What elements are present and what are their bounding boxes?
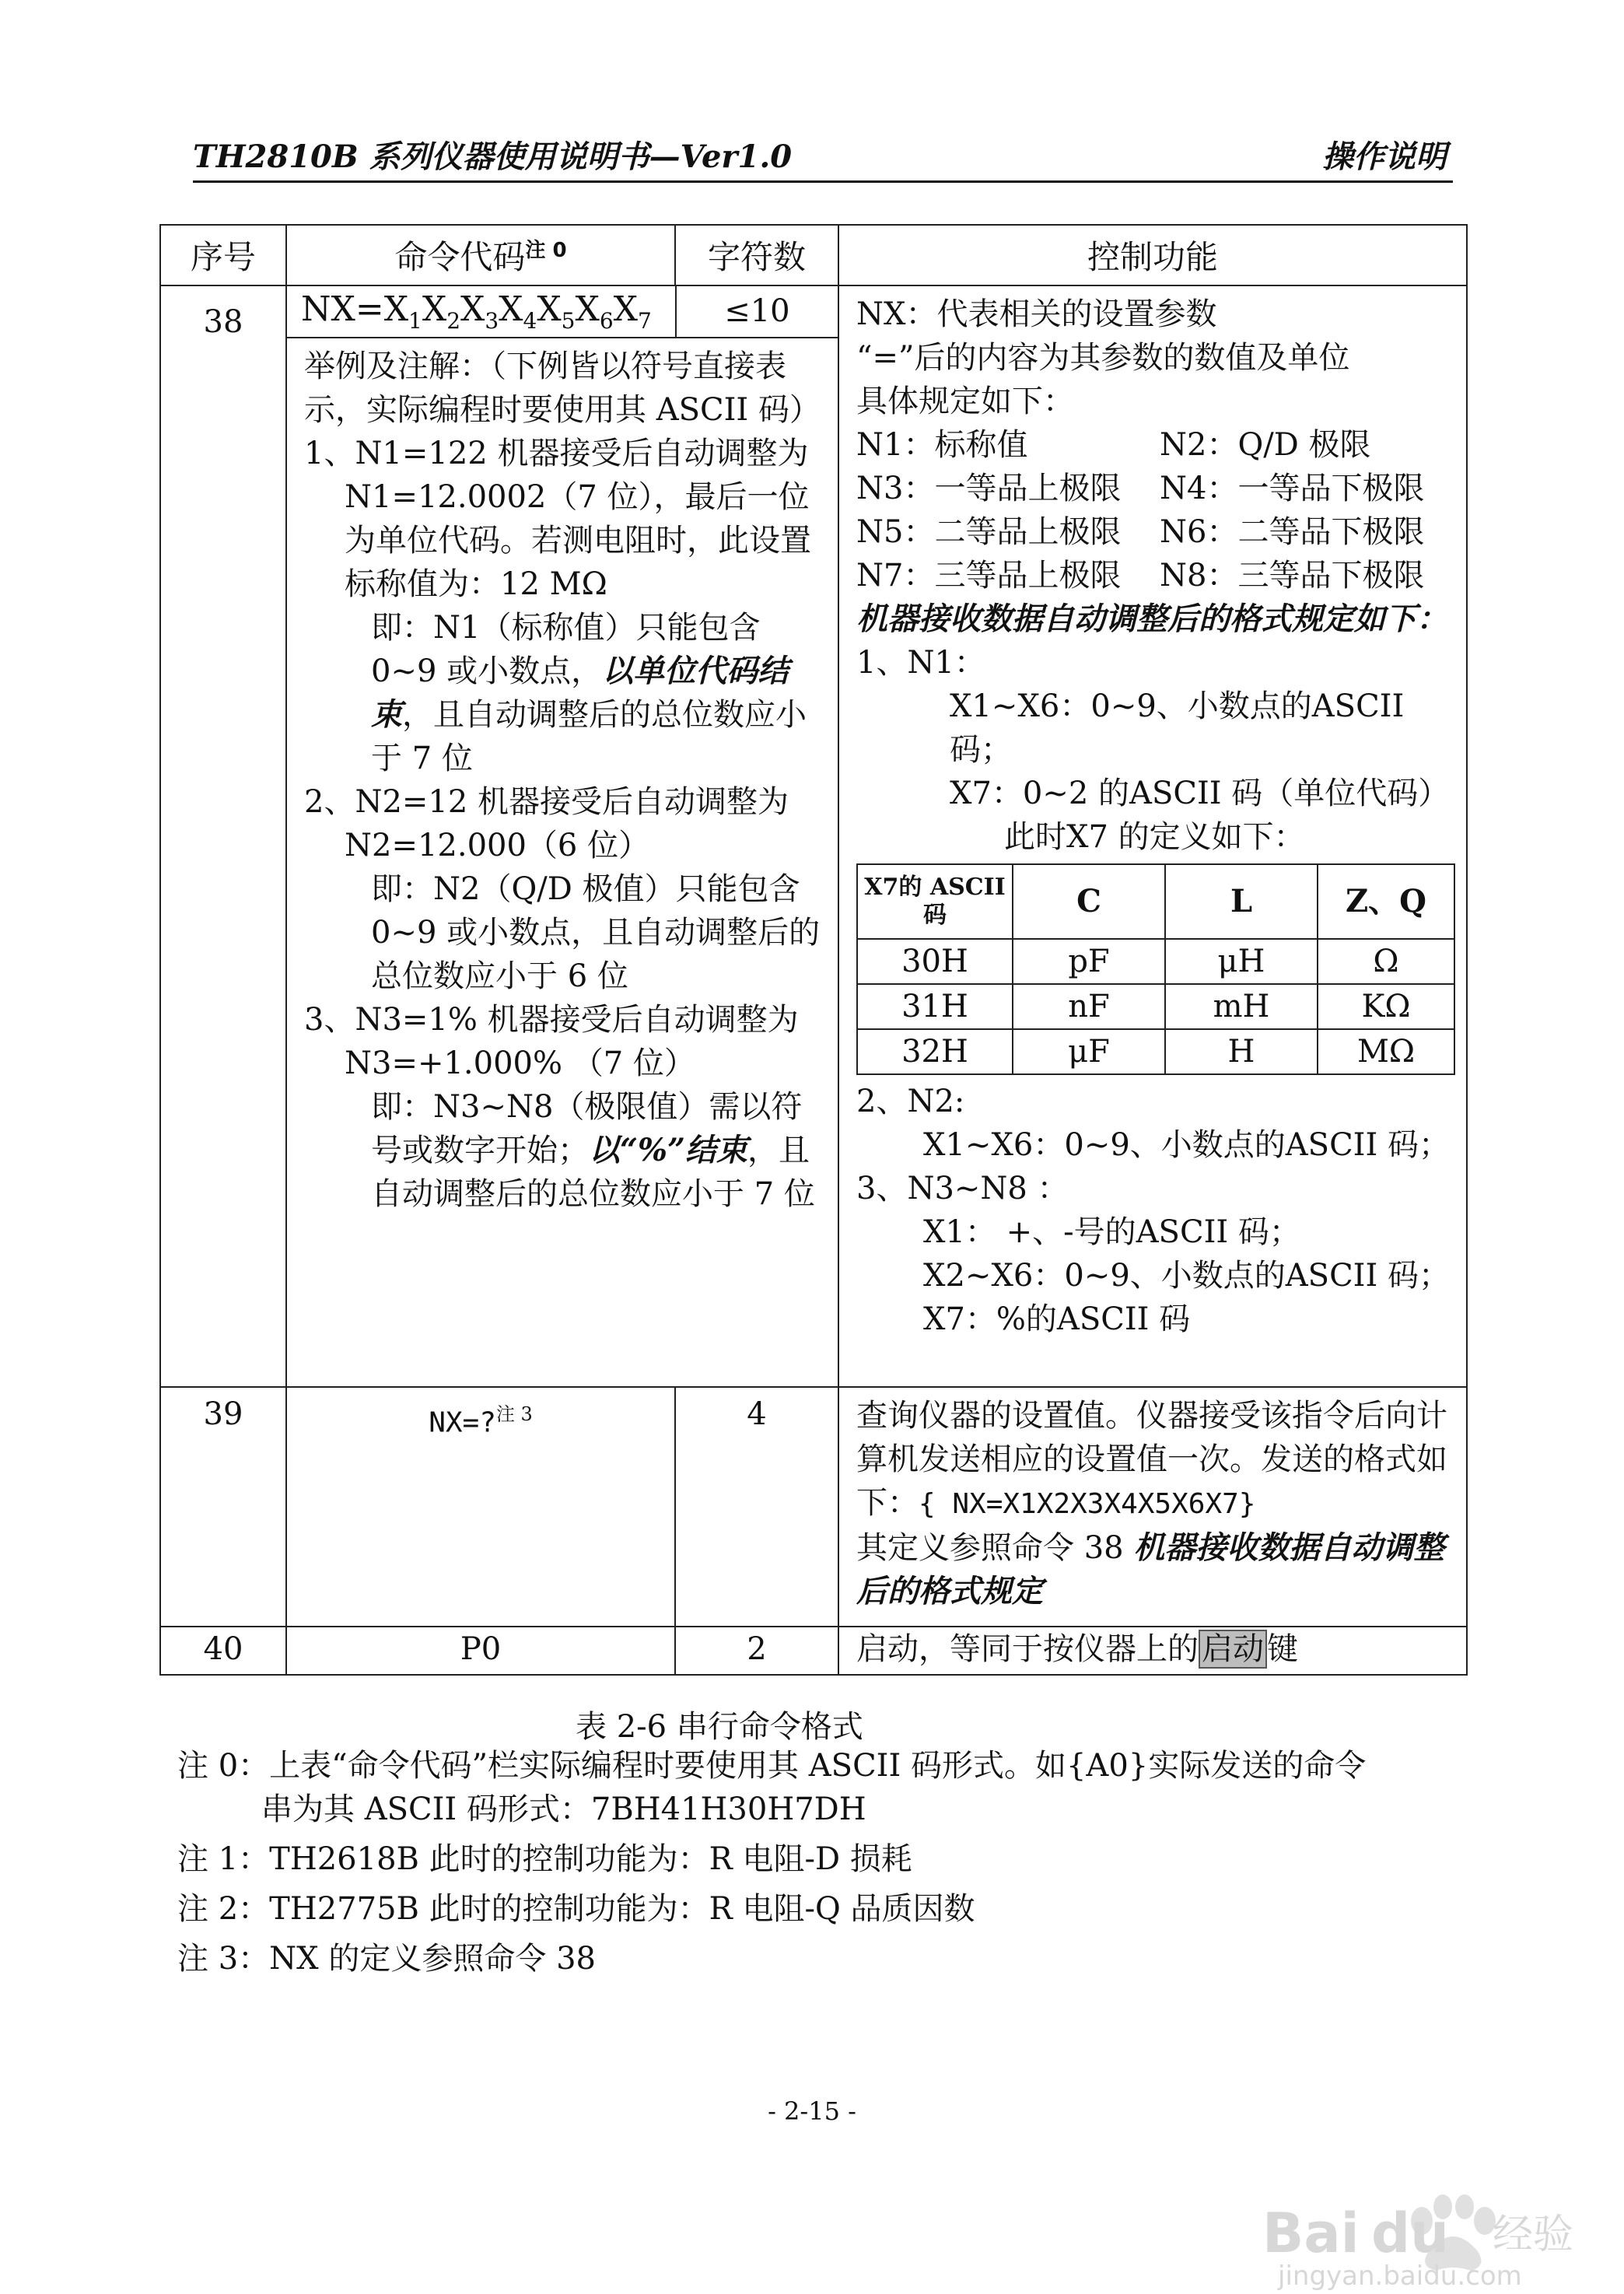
header-rule [193, 180, 1453, 183]
row40-code: P0 [286, 1627, 675, 1675]
row38-code-inner [287, 286, 838, 1224]
desc-ex3-note: 即：N3~N8（极限值）需以符号或数字开始；以“%”结束，且自动调整后的总位数应小于 7 位 [371, 1088, 815, 1212]
wm-url: jingyan.baidu.com [1278, 2261, 1522, 2291]
note-3: 注 3：NX 的定义参照命令 38 [177, 1941, 596, 1977]
page-number: - 2-15 - [768, 2096, 856, 2126]
col-header-chars: 字符数 [675, 225, 838, 285]
table-row: 31H nF mH KΩ [857, 984, 1454, 1029]
unit-code-table [856, 863, 1455, 1075]
row39-no: 39 [160, 1387, 286, 1627]
unit-header: X7的 ASCII 码 [857, 864, 1013, 939]
table-header-row [160, 225, 1467, 285]
baidu-paw-icon [1255, 2174, 1581, 2291]
unit-header: C [1013, 864, 1165, 939]
note-1: 注 1：TH2618B 此时的控制功能为：R 电阻-D 损耗 [177, 1841, 912, 1877]
row40-no: 40 [160, 1627, 286, 1675]
table-caption: 表 2-6 串行命令格式 [576, 1709, 863, 1745]
desc-intro: 举例及注解：（下例皆以符号直接表示，实际编程时要使用其 ASCII 码） [304, 348, 821, 428]
note-0-line-b: 串为其 ASCII 码形式：7BH41H30H7DH [261, 1791, 866, 1827]
row38-code-cell [286, 285, 838, 1387]
col-header-func: 控制功能 [838, 225, 1467, 285]
table-row: 30H pF μH Ω [857, 939, 1454, 984]
table-row-38 [160, 285, 1467, 1387]
func-l1: NX：代表相关的设置参数 [856, 296, 1217, 332]
wm-brand-c: 经验 [1493, 2212, 1574, 2258]
col-header-no: 序号 [160, 225, 286, 285]
format-title: 机器接收数据自动调整后的格式规定如下： [856, 601, 1447, 637]
row38-chars: ≤10 [676, 286, 838, 338]
n1-line-a: X1~X6：0~9、小数点的ASCII 码； [950, 688, 1405, 768]
param-item: N7：三等品上极限 [856, 558, 1122, 594]
note-2: 注 2：TH2775B 此时的控制功能为：R 电阻-Q 品质因数 [177, 1891, 975, 1927]
row39-code: NX=?$^{注 3}$ [286, 1387, 675, 1627]
col-header-code-note: 注 0 [525, 239, 567, 262]
param-item: N3：一等品上极限 [856, 471, 1122, 506]
baidu-watermark [1255, 2174, 1581, 2291]
desc-ex1: 1、N1=122 机器接受后自动调整为 N1=12.0002（7 位），最后一位为单位代码。若测电阻时，此设置标称值为：12 MΩ [304, 435, 811, 602]
desc-ex1-note: 即：N1（标称值）只能包含 0~9 或小数点，以单位代码结束，且自动调整后的总位数应小于 7 位 [371, 609, 807, 776]
table-row: 32H μF H MΩ [857, 1029, 1454, 1074]
table-row-40 [160, 1627, 1467, 1675]
section-title: 操作说明 [1322, 138, 1447, 175]
unit-header: Z、Q [1318, 864, 1454, 939]
command-table [159, 224, 1468, 1676]
n1-title: 1、N1： [856, 645, 985, 681]
row39-chars: 4 [675, 1387, 838, 1627]
desc-ex2: 2、N2=12 机器接受后自动调整为 N2=12.000（6 位） [304, 783, 789, 863]
row40-function: 启动，等同于按仪器上的 启动 键 [838, 1627, 1467, 1675]
param-item: N6：二等品下极限 [1160, 514, 1425, 550]
col-header-code-label: 命令代码 [394, 238, 526, 276]
n1-line-b: X7：0~2 的ASCII 码（单位代码） [950, 776, 1450, 811]
desc-ex2-note: 即：N2（Q/D 极值）只能包含 0~9 或小数点，且自动调整后的总位数应小于 6 位 [371, 870, 821, 994]
param-item: N5：二等品上极限 [856, 514, 1122, 550]
param-list [856, 423, 1455, 597]
row39-function: 查询仪器的设置值。仪器接受该指令后向计算机发送相应的设置值一次。发送的格式如下：{ NX=X1X2X3X4X5X6X7} 其定义参照命令 38 机器接收数据自动调整后的格式规定 [838, 1387, 1467, 1627]
param-item: N2：Q/D 极限 [1160, 427, 1371, 463]
start-key: 启动 [1199, 1630, 1267, 1669]
unit-header: L [1165, 864, 1318, 939]
row40-chars: 2 [675, 1627, 838, 1675]
n2-line-a: X1~X6：0~9、小数点的ASCII 码； [923, 1127, 1450, 1163]
table-row-39 [160, 1387, 1467, 1627]
n3-line-b: X2~X6：0~9、小数点的ASCII 码； [923, 1258, 1450, 1294]
n1-line-c: 此时X7 的定义如下： [1004, 819, 1305, 855]
wm-brand-b: du [1371, 2201, 1449, 2265]
func-l3: 具体规定如下： [856, 384, 1074, 419]
row38-function [838, 285, 1467, 1387]
func-l2: “=”后的内容为其参数的数值及单位 [856, 340, 1350, 376]
n3-title: 3、N3~N8 ： [856, 1171, 1069, 1207]
note-0-line-a: 注 0：上表“命令代码”栏实际编程时要使用其 ASCII 码形式。如{A0}实际发送的命令 [177, 1748, 1367, 1784]
n3-line-c: X7：%的ASCII 码 [923, 1301, 1191, 1337]
n3-line-a: X1： +、-号的ASCII 码； [923, 1214, 1300, 1250]
col-header-code [286, 225, 675, 285]
n2-title: 2、N2: [856, 1084, 965, 1119]
row38-no: 38 [160, 285, 286, 1387]
param-item: N8：三等品下极限 [1160, 558, 1425, 594]
param-item: N4：一等品下极限 [1160, 471, 1425, 506]
row38-code: $NX=X_1X_2X_3X_4X_5X_6X_7$ [287, 286, 676, 338]
wm-brand-a: Bai [1262, 2201, 1360, 2265]
document-title: TH2810B 系列仪器使用说明书—Ver1.0 [193, 138, 793, 175]
row38-description [287, 338, 838, 1224]
param-item: N1：标称值 [856, 427, 1028, 463]
desc-ex3: 3、N3=1% 机器接受后自动调整为 N3=+1.000% （7 位） [304, 1001, 799, 1081]
